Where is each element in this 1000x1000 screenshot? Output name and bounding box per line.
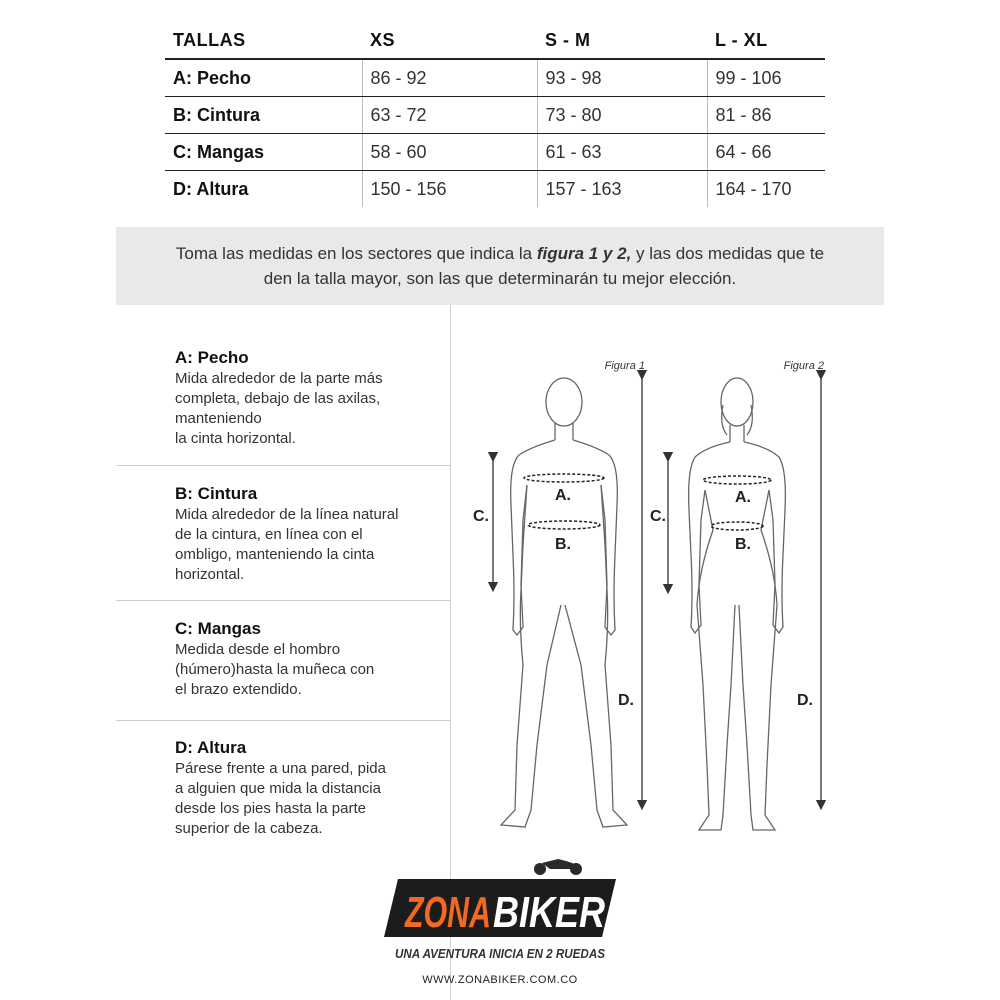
zonabiker-logo: [380, 855, 620, 995]
cell-value: 73 - 80: [537, 97, 707, 134]
row-label: B: Cintura: [165, 97, 362, 134]
figure2-caption: Figura 2: [783, 360, 824, 372]
instruction-part2: y las dos medidas que te den la talla mayor, son las que determinarán tu mejor elección.: [263, 244, 825, 288]
motorcycle-icon: [534, 859, 582, 875]
measure-line: (húmero)hasta la muñeca con: [175, 661, 375, 678]
measure-cintura: [116, 466, 450, 601]
measure-line: horizontal.: [175, 566, 245, 583]
logo-word-biker: BIKER: [493, 888, 606, 937]
instruction-emphasis: figura 1 y 2,: [536, 244, 632, 263]
measure-line: ombligo, manteniendo la cinta: [175, 546, 375, 563]
measure-title: B: Cintura: [175, 484, 258, 503]
table-header-row: [165, 22, 825, 59]
label-a-fig2: A.: [735, 489, 751, 506]
measure-line: Medida desde el hombro: [175, 641, 341, 658]
label-c-fig1: C.: [473, 508, 489, 525]
table-row: [165, 59, 825, 97]
label-d-fig2: D.: [797, 692, 813, 709]
table-row: [165, 97, 825, 134]
cell-value: 157 - 163: [537, 171, 707, 208]
instruction-banner: [116, 227, 884, 305]
header-xs: XS: [362, 22, 537, 59]
waist-line-2: [711, 522, 763, 530]
measure-line: a alguien que mida la distancia: [175, 780, 381, 797]
row-label: A: Pecho: [165, 59, 362, 97]
cell-value: 164 - 170: [707, 171, 825, 208]
header-l-xl: L - XL: [707, 22, 825, 59]
label-d-fig1: D.: [618, 692, 634, 709]
cell-value: 86 - 92: [362, 59, 537, 97]
cell-value: 63 - 72: [362, 97, 537, 134]
table-row: [165, 171, 825, 208]
measure-line: de la cintura, en línea con el: [175, 526, 363, 543]
measure-altura: [116, 721, 450, 871]
measure-line: manteniendo: [175, 410, 262, 427]
measure-line: Mida alrededor de la línea natural: [175, 506, 399, 523]
logo-url: WWW.ZONABIKER.COM.CO: [422, 974, 578, 986]
label-b-fig1: B.: [555, 536, 571, 553]
measure-line: el brazo extendido.: [175, 681, 302, 698]
row-label: D: Altura: [173, 178, 249, 199]
header-tallas: TALLAS: [165, 22, 362, 59]
size-table: [165, 22, 825, 207]
male-figure-icon: [501, 378, 627, 827]
chest-line-1: [524, 474, 604, 482]
measure-title: C: Mangas: [175, 619, 261, 638]
cell-value: 150 - 156: [362, 171, 537, 208]
measure-pecho: [116, 305, 450, 466]
cell-value: 61 - 63: [537, 134, 707, 171]
waist-line-1: [528, 521, 600, 529]
chest-line-2: [703, 476, 771, 484]
instruction-part1: Toma las medidas en los sectores que indica la: [175, 244, 537, 263]
body-figures: [451, 305, 884, 850]
measure-line: superior de la cabeza.: [175, 820, 323, 837]
measure-title: A: Pecho: [175, 348, 249, 367]
table-row: [165, 134, 825, 171]
measure-line: la cinta horizontal.: [175, 430, 296, 447]
cell-value: 93 - 98: [537, 59, 707, 97]
cell-value: 64 - 66: [707, 134, 825, 171]
cell-value: 81 - 86: [707, 97, 825, 134]
label-a-fig1: A.: [555, 487, 571, 504]
instruction-text: [170, 241, 830, 291]
measure-line: completa, debajo de las axilas,: [175, 390, 381, 407]
logo-word-zona: ZONA: [403, 888, 491, 937]
measure-line: Párese frente a una pared, pida: [175, 760, 386, 777]
label-b-fig2: B.: [735, 536, 751, 553]
measure-mangas: [116, 601, 450, 721]
header-s-m: S - M: [537, 22, 707, 59]
female-figure-icon: [689, 378, 786, 830]
measure-line: desde los pies hasta la parte: [175, 800, 366, 817]
cell-value: 99 - 106: [707, 59, 825, 97]
measure-line: Mida alrededor de la parte más: [175, 370, 383, 387]
label-c-fig2: C.: [650, 508, 666, 525]
measure-title: D: Altura: [175, 738, 247, 757]
row-label: C: Mangas: [165, 134, 362, 171]
cell-value: 58 - 60: [362, 134, 537, 171]
figure1-caption: Figura 1: [604, 360, 645, 372]
logo-tagline: UNA AVENTURA INICIA EN 2 RUEDAS: [395, 947, 606, 961]
